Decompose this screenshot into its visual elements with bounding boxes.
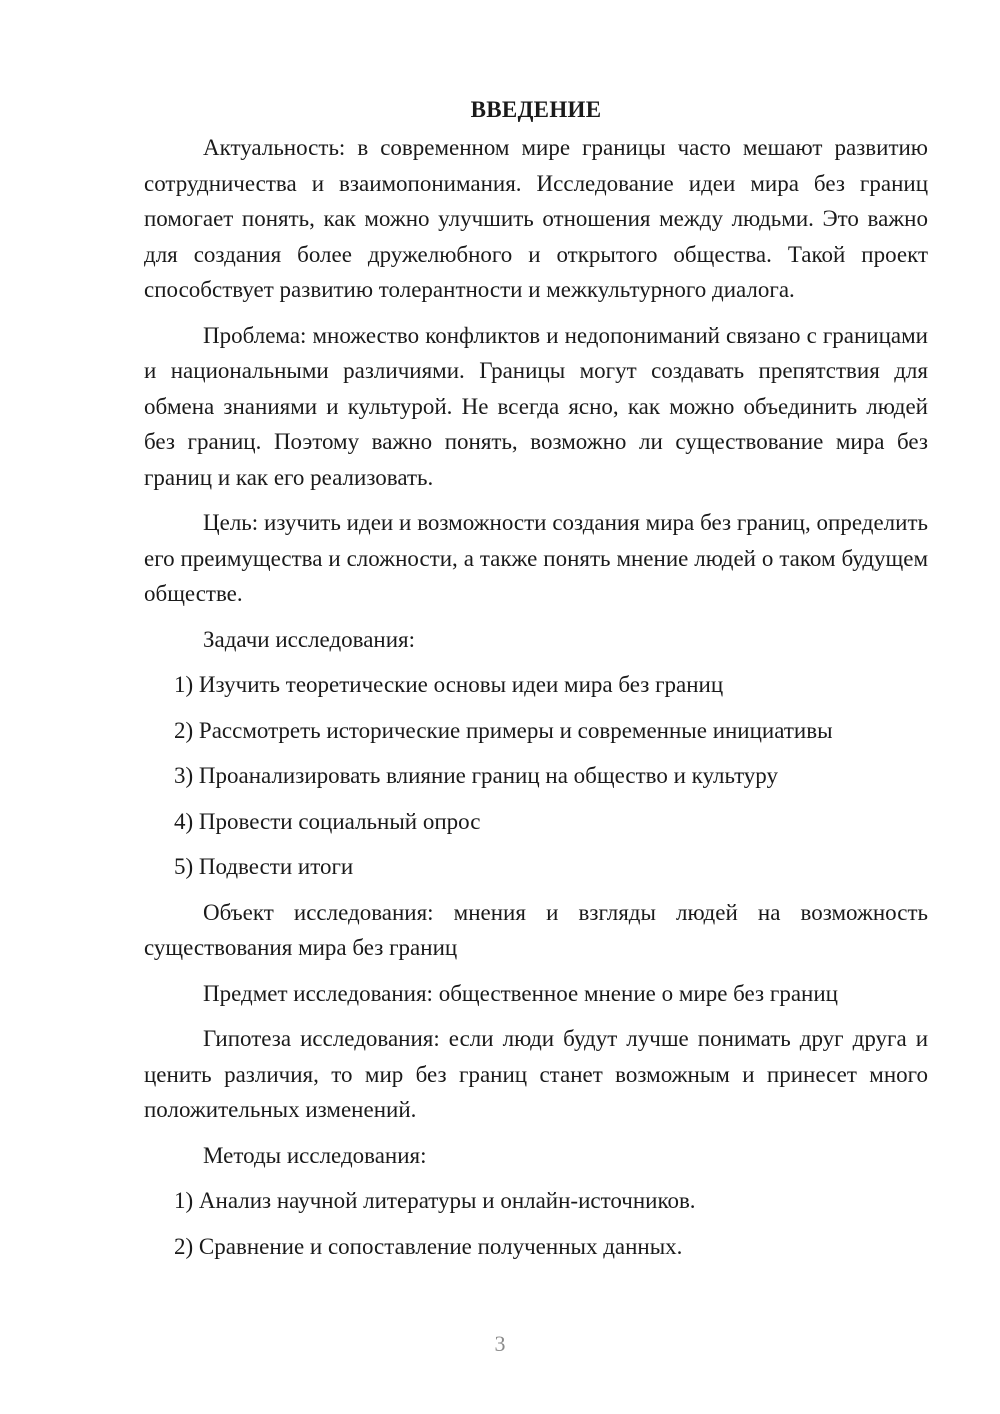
document-page: [144, 92, 928, 1274]
list-item: 4) Провести социальный опрос: [174, 808, 481, 834]
page-title: ВВЕДЕНИЕ: [470, 97, 602, 122]
problem-paragraph: Проблема: множество конфликтов и недопониманий связано с границами и национальными различиями. Границы могут создавать препятствия для обмена знаниями и культурой. Не всегда ясно, как можно объединить людей без границ. Поэтому важно понять, возможно ли существование мира без границ и как его реализовать.: [144, 322, 928, 490]
list-item: 1) Анализ научной литературы и онлайн-источников.: [174, 1188, 696, 1213]
methods-heading: Методы исследования:: [203, 1142, 427, 1168]
tasks-heading: Задачи исследования:: [203, 626, 416, 652]
list-item: 2) Рассмотреть исторические примеры и современные инициативы: [174, 717, 833, 743]
hypothesis-paragraph: Гипотеза исследования: если люди будут лучше понимать друг друга и ценить различия, то мир без границ станет возможным и принесет много положительных изменений.: [144, 1026, 928, 1122]
page-number: 3: [494, 1331, 506, 1356]
goal-paragraph: Цель: изучить идеи и возможности создания мира без границ, определить его преимущества и сложности, а также понять мнение людей о таком будущем обществе.: [144, 510, 928, 606]
object-paragraph: Объект исследования: мнения и взгляды людей на возможность существования мира без границ: [144, 899, 928, 960]
list-item: 3) Проанализировать влияние границ на общество и культуру: [174, 763, 779, 788]
list-item: 2) Сравнение и сопоставление полученных данных.: [174, 1233, 683, 1259]
list-item: 5) Подвести итоги: [174, 854, 354, 879]
methods-list: [144, 1183, 928, 1264]
tasks-list: [144, 667, 928, 885]
relevance-paragraph: Актуальность: в современном мире границы часто мешают развитию сотрудничества и взаимопонимания. Исследование идеи мира без границ помогает понять, как можно улучшить отношения между людьми. Это важно для создания более дружелюбного и открытого общества. Такой проект способствует развитию толерантности и межкультурного диалога.: [144, 135, 928, 302]
list-item: 1) Изучить теоретические основы идеи мира без границ: [174, 672, 724, 697]
subject-paragraph: Предмет исследования: общественное мнение о мире без границ: [203, 980, 838, 1006]
